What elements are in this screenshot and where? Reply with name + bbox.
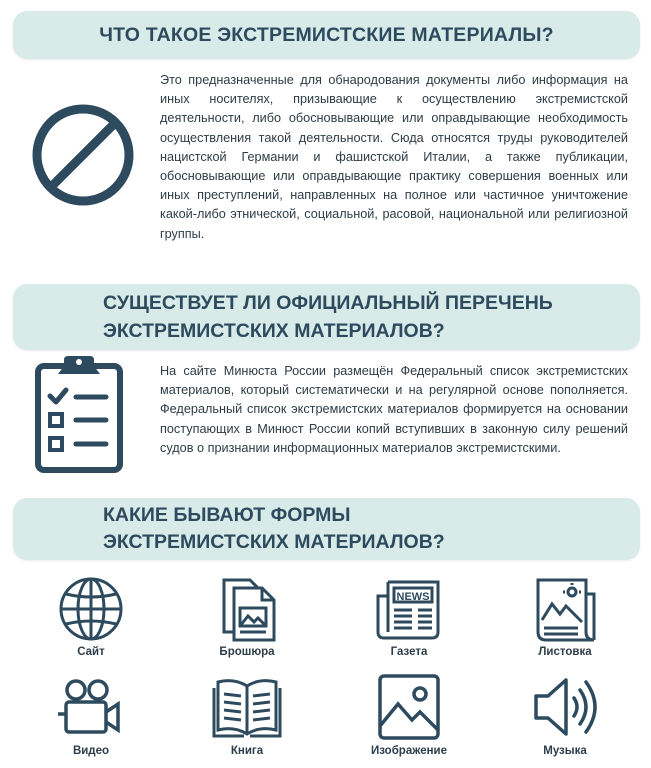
section3-heading-banner — [13, 498, 640, 560]
section1-text: Это предназначенные для обнародования документы либо информация на иных носителях, призывающие к осуществлению экстремистской деятельности, либо обосновывающие или оправдывающие необходимость осуществления такой деятельности. Сюда относятся труды руководителей нацистской Германии и фашистской Италии, а также публикации, обосновывающие или оправдывающие практику совершения военных или иных преступлений, направленных на полное или частичное уничтожение какой-либо этнической, социальной, расовой, национальной или религиозной группы. — [160, 73, 628, 241]
clipboard-checklist-icon — [30, 352, 128, 474]
section2-text: На сайте Минюста России размещён Федеральный список экстремистских материалов, который систематически и на регулярной основе пополняется. Федеральный список экстремистских материалов формируется на основании поступающих в Минюст России копий вступивших в законную силу решений судов о признании информационных материалов экстремистскими. — [160, 364, 628, 455]
section1-heading: ЧТО ТАКОЕ ЭКСТРЕМИСТСКИЕ МАТЕРИАЛЫ? — [99, 24, 554, 46]
section2-heading-line2: ЭКСТРЕМИСТСКИХ МАТЕРИАЛОВ? — [103, 320, 445, 342]
leaflet-icon — [528, 574, 602, 644]
form-label-newspaper: Газета — [390, 646, 428, 658]
form-label-leaflet: Листовка — [538, 646, 592, 658]
speaker-icon — [528, 672, 602, 742]
newspaper-icon — [372, 574, 446, 644]
section1-heading-banner — [13, 11, 640, 59]
brochure-icon — [210, 574, 284, 644]
globe-icon — [54, 574, 128, 644]
form-label-music: Музыка — [543, 745, 587, 757]
section2-heading-banner — [13, 284, 640, 350]
video-camera-icon — [54, 672, 128, 742]
prohibited-icon — [28, 100, 138, 210]
form-label-video: Видео — [72, 745, 110, 757]
section2-heading-line1: СУЩЕСТВУЕТ ЛИ ОФИЦИАЛЬНЫЙ ПЕРЕЧЕНЬ — [103, 292, 553, 314]
section3-heading-line2: ЭКСТРЕМИСТСКИХ МАТЕРИАЛОВ? — [103, 531, 445, 553]
form-label-image: Изображение — [370, 745, 448, 757]
book-icon — [210, 672, 284, 742]
newspaper-masthead: NEWS — [396, 591, 430, 603]
section3-heading-line1: КАКИЕ БЫВАЮТ ФОРМЫ — [103, 504, 351, 526]
form-label-book: Книга — [230, 745, 264, 757]
form-label-brochure: Брошюра — [219, 646, 275, 658]
image-icon — [372, 672, 446, 742]
form-label-site: Сайт — [77, 646, 105, 658]
